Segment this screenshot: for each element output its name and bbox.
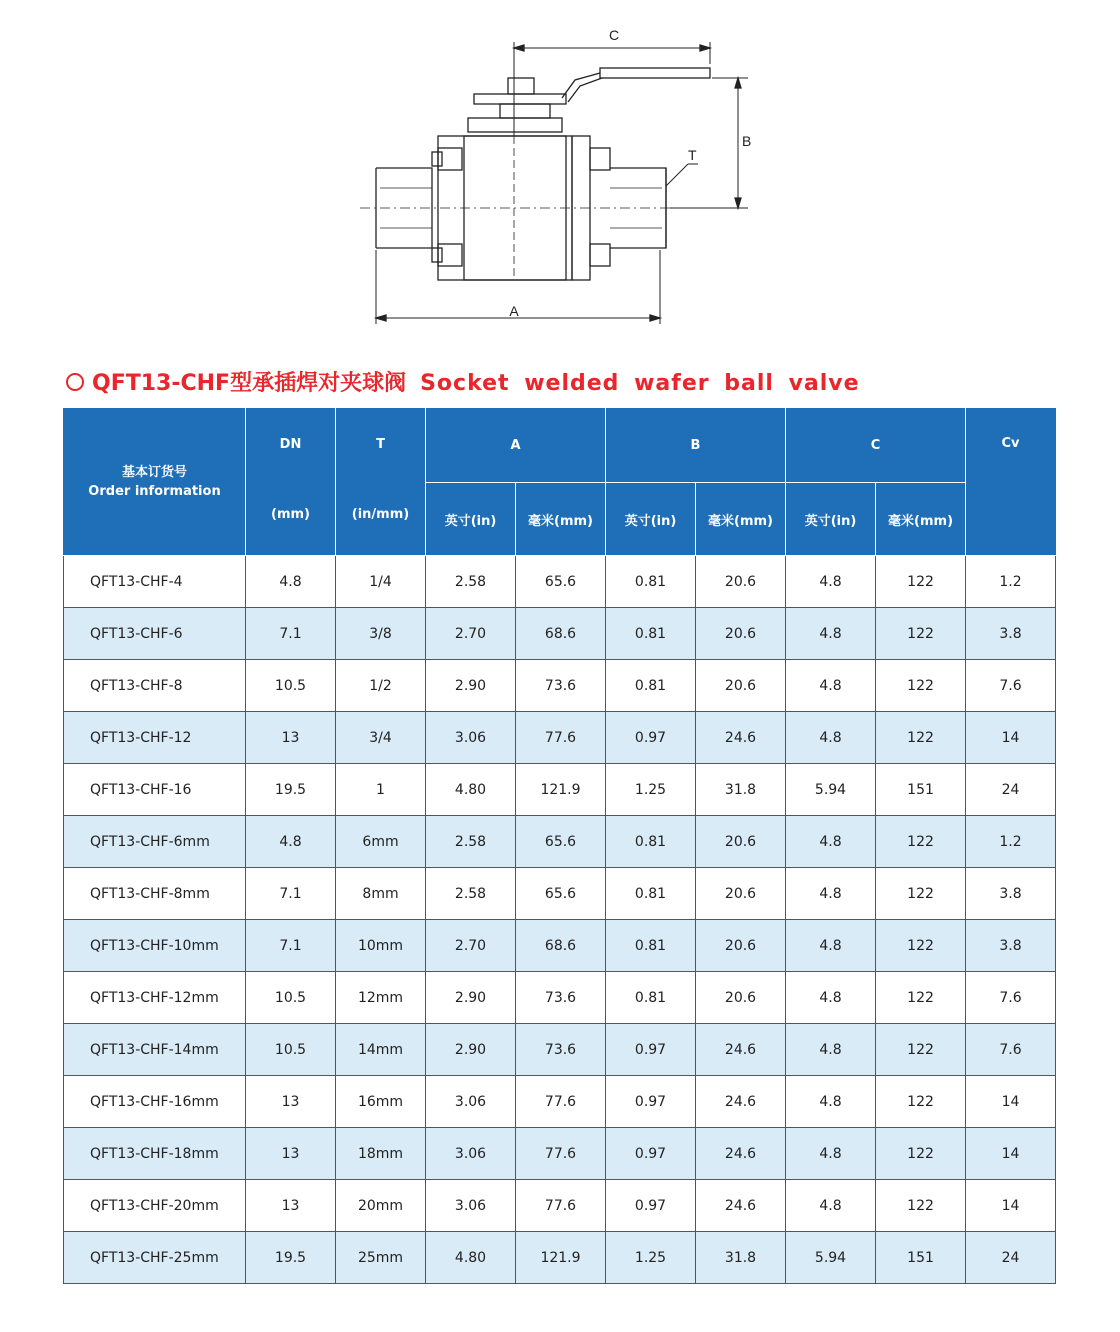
cell-c-mm: 122: [876, 1024, 966, 1076]
cell-a-mm: 73.6: [516, 1024, 606, 1076]
cell-order-number: QFT13-CHF-25mm: [64, 1232, 246, 1284]
cell-a-mm: 68.6: [516, 920, 606, 972]
cell-c-inch: 4.8: [786, 660, 876, 712]
cell-a-inch: 3.06: [426, 712, 516, 764]
cell-c-mm: 122: [876, 712, 966, 764]
cell-order-number: QFT13-CHF-16mm: [64, 1076, 246, 1128]
cell-cv: 7.6: [966, 660, 1056, 712]
cell-dn: 13: [246, 712, 336, 764]
cell-b-mm: 24.6: [696, 1076, 786, 1128]
cell-dn: 7.1: [246, 920, 336, 972]
header-c-mm: 毫米(mm): [876, 483, 966, 556]
header-order-en: Order information: [88, 483, 221, 499]
cell-dn: 10.5: [246, 972, 336, 1024]
dim-a-label: A: [509, 303, 519, 319]
cell-c-mm: 122: [876, 972, 966, 1024]
spec-table-body: [64, 556, 1056, 1284]
circle-bullet-icon: [66, 373, 84, 391]
header-a: A: [426, 408, 606, 483]
header-b-mm: 毫米(mm): [696, 483, 786, 556]
table-row: [64, 920, 1056, 972]
table-row: [64, 1180, 1056, 1232]
cell-c-inch: 4.8: [786, 1128, 876, 1180]
cell-a-inch: 3.06: [426, 1076, 516, 1128]
cell-cv: 24: [966, 764, 1056, 816]
cell-b-mm: 31.8: [696, 1232, 786, 1284]
cell-t: 16mm: [336, 1076, 426, 1128]
cell-a-inch: 2.58: [426, 868, 516, 920]
cell-a-mm: 121.9: [516, 1232, 606, 1284]
cell-a-inch: 2.58: [426, 556, 516, 608]
cell-c-mm: 122: [876, 1180, 966, 1232]
cell-c-inch: 4.8: [786, 1180, 876, 1232]
cell-t: 8mm: [336, 868, 426, 920]
header-order-information: [64, 408, 246, 556]
cell-c-inch: 4.8: [786, 868, 876, 920]
cell-c-mm: 122: [876, 868, 966, 920]
cell-t: 20mm: [336, 1180, 426, 1232]
cell-order-number: QFT13-CHF-6: [64, 608, 246, 660]
table-row: [64, 660, 1056, 712]
cell-a-mm: 77.6: [516, 1180, 606, 1232]
cell-b-inch: 0.81: [606, 556, 696, 608]
header-a-mm: 毫米(mm): [516, 483, 606, 556]
cell-dn: 7.1: [246, 868, 336, 920]
dim-c-label: C: [608, 27, 620, 43]
cell-order-number: QFT13-CHF-8: [64, 660, 246, 712]
cell-c-mm: 122: [876, 816, 966, 868]
cell-a-mm: 77.6: [516, 712, 606, 764]
cell-order-number: QFT13-CHF-6mm: [64, 816, 246, 868]
spec-table: [63, 408, 1056, 1284]
cell-c-inch: 5.94: [786, 764, 876, 816]
cell-b-inch: 0.81: [606, 868, 696, 920]
cell-c-mm: 122: [876, 556, 966, 608]
cell-cv: 1.2: [966, 556, 1056, 608]
cell-a-inch: 2.70: [426, 920, 516, 972]
header-order-cn: 基本订货号: [121, 464, 187, 480]
cell-b-inch: 0.81: [606, 660, 696, 712]
cell-c-inch: 4.8: [786, 556, 876, 608]
cell-cv: 1.2: [966, 816, 1056, 868]
cell-t: 12mm: [336, 972, 426, 1024]
cell-b-mm: 24.6: [696, 1128, 786, 1180]
cell-c-mm: 122: [876, 1076, 966, 1128]
cell-b-mm: 24.6: [696, 1180, 786, 1232]
cell-cv: 3.8: [966, 920, 1056, 972]
cell-order-number: QFT13-CHF-18mm: [64, 1128, 246, 1180]
cell-b-inch: 0.97: [606, 1128, 696, 1180]
cell-a-inch: 2.70: [426, 608, 516, 660]
cell-a-inch: 2.58: [426, 816, 516, 868]
cell-cv: 7.6: [966, 1024, 1056, 1076]
cell-c-mm: 122: [876, 608, 966, 660]
title-cn: QFT13-CHF型承插焊对夹球阀: [92, 371, 407, 396]
table-row: [64, 1076, 1056, 1128]
cell-a-mm: 121.9: [516, 764, 606, 816]
cell-c-mm: 122: [876, 920, 966, 972]
table-row: [64, 608, 1056, 660]
cell-c-mm: 122: [876, 660, 966, 712]
cell-b-inch: 1.25: [606, 764, 696, 816]
cell-c-inch: 4.8: [786, 712, 876, 764]
cell-b-mm: 20.6: [696, 608, 786, 660]
table-row: [64, 972, 1056, 1024]
cell-t: 1/2: [336, 660, 426, 712]
cell-a-mm: 77.6: [516, 1076, 606, 1128]
header-c-inch: 英寸(in): [786, 483, 876, 556]
cell-c-inch: 4.8: [786, 608, 876, 660]
cell-c-inch: 5.94: [786, 1232, 876, 1284]
cell-cv: 24: [966, 1232, 1056, 1284]
cell-cv: 3.8: [966, 608, 1056, 660]
cell-cv: 14: [966, 712, 1056, 764]
cell-b-mm: 20.6: [696, 660, 786, 712]
cell-b-mm: 20.6: [696, 868, 786, 920]
cell-cv: 14: [966, 1180, 1056, 1232]
cell-b-inch: 0.81: [606, 920, 696, 972]
cell-b-mm: 20.6: [696, 972, 786, 1024]
cell-order-number: QFT13-CHF-10mm: [64, 920, 246, 972]
cell-c-inch: 4.8: [786, 920, 876, 972]
cell-t: 1: [336, 764, 426, 816]
cell-c-mm: 122: [876, 1128, 966, 1180]
table-row: [64, 1128, 1056, 1180]
header-cv: Cv: [966, 408, 1056, 556]
cell-c-inch: 4.8: [786, 1076, 876, 1128]
cell-b-mm: 20.6: [696, 816, 786, 868]
table-row: [64, 816, 1056, 868]
cell-order-number: QFT13-CHF-12mm: [64, 972, 246, 1024]
cell-b-inch: 0.97: [606, 1024, 696, 1076]
table-row: [64, 1232, 1056, 1284]
cell-b-inch: 0.81: [606, 972, 696, 1024]
cell-cv: 14: [966, 1076, 1056, 1128]
header-t-label: T: [376, 437, 385, 452]
cell-c-inch: 4.8: [786, 816, 876, 868]
cell-b-inch: 0.81: [606, 608, 696, 660]
table-row: [64, 1024, 1056, 1076]
cell-b-inch: 0.97: [606, 1180, 696, 1232]
cell-c-inch: 4.8: [786, 1024, 876, 1076]
cell-dn: 4.8: [246, 816, 336, 868]
cell-order-number: QFT13-CHF-16: [64, 764, 246, 816]
cell-t: 18mm: [336, 1128, 426, 1180]
header-dn-label: DN: [279, 437, 302, 452]
header-dn: [246, 408, 336, 556]
valve-dimension-drawing: [340, 18, 780, 338]
cell-dn: 19.5: [246, 764, 336, 816]
cell-dn: 13: [246, 1076, 336, 1128]
cell-a-mm: 65.6: [516, 816, 606, 868]
cell-b-mm: 20.6: [696, 556, 786, 608]
cell-dn: 7.1: [246, 608, 336, 660]
cell-c-mm: 151: [876, 1232, 966, 1284]
cell-cv: 7.6: [966, 972, 1056, 1024]
table-row: [64, 712, 1056, 764]
cell-t: 3/4: [336, 712, 426, 764]
cell-a-inch: 2.90: [426, 972, 516, 1024]
cell-dn: 13: [246, 1180, 336, 1232]
cell-dn: 4.8: [246, 556, 336, 608]
cell-t: 3/8: [336, 608, 426, 660]
cell-order-number: QFT13-CHF-8mm: [64, 868, 246, 920]
header-c: C: [786, 408, 966, 483]
cell-a-mm: 77.6: [516, 1128, 606, 1180]
dim-t-label: T: [688, 147, 697, 163]
cell-a-inch: 4.80: [426, 764, 516, 816]
cell-a-mm: 65.6: [516, 556, 606, 608]
cell-b-inch: 0.97: [606, 712, 696, 764]
cell-a-mm: 73.6: [516, 660, 606, 712]
cell-cv: 14: [966, 1128, 1056, 1180]
cell-b-mm: 20.6: [696, 920, 786, 972]
cell-a-inch: 2.90: [426, 660, 516, 712]
cell-t: 14mm: [336, 1024, 426, 1076]
cell-t: 10mm: [336, 920, 426, 972]
cell-order-number: QFT13-CHF-20mm: [64, 1180, 246, 1232]
cell-order-number: QFT13-CHF-14mm: [64, 1024, 246, 1076]
cell-b-inch: 1.25: [606, 1232, 696, 1284]
cell-dn: 10.5: [246, 1024, 336, 1076]
cell-a-mm: 68.6: [516, 608, 606, 660]
cell-b-mm: 31.8: [696, 764, 786, 816]
dim-b-label: B: [742, 133, 752, 149]
cell-a-inch: 2.90: [426, 1024, 516, 1076]
cell-a-inch: 3.06: [426, 1180, 516, 1232]
cell-t: 1/4: [336, 556, 426, 608]
cell-order-number: QFT13-CHF-4: [64, 556, 246, 608]
table-row: [64, 764, 1056, 816]
header-a-inch: 英寸(in): [426, 483, 516, 556]
cell-b-mm: 24.6: [696, 1024, 786, 1076]
cell-t: 25mm: [336, 1232, 426, 1284]
table-row: [64, 868, 1056, 920]
cell-order-number: QFT13-CHF-12: [64, 712, 246, 764]
cell-t: 6mm: [336, 816, 426, 868]
cell-a-inch: 4.80: [426, 1232, 516, 1284]
title-en: Socket welded wafer ball valve: [420, 371, 860, 396]
cell-c-mm: 151: [876, 764, 966, 816]
table-row: [64, 556, 1056, 608]
cell-b-mm: 24.6: [696, 712, 786, 764]
cell-cv: 3.8: [966, 868, 1056, 920]
header-b: B: [606, 408, 786, 483]
cell-b-inch: 0.81: [606, 816, 696, 868]
cell-c-inch: 4.8: [786, 972, 876, 1024]
cell-a-mm: 73.6: [516, 972, 606, 1024]
cell-dn: 13: [246, 1128, 336, 1180]
cell-dn: 19.5: [246, 1232, 336, 1284]
header-t-unit: (in/mm): [351, 507, 410, 522]
header-dn-unit: (mm): [271, 507, 310, 522]
cell-a-mm: 65.6: [516, 868, 606, 920]
cell-b-inch: 0.97: [606, 1076, 696, 1128]
cell-a-inch: 3.06: [426, 1128, 516, 1180]
cell-dn: 10.5: [246, 660, 336, 712]
header-b-inch: 英寸(in): [606, 483, 696, 556]
header-t: [336, 408, 426, 556]
product-title: [66, 366, 860, 402]
